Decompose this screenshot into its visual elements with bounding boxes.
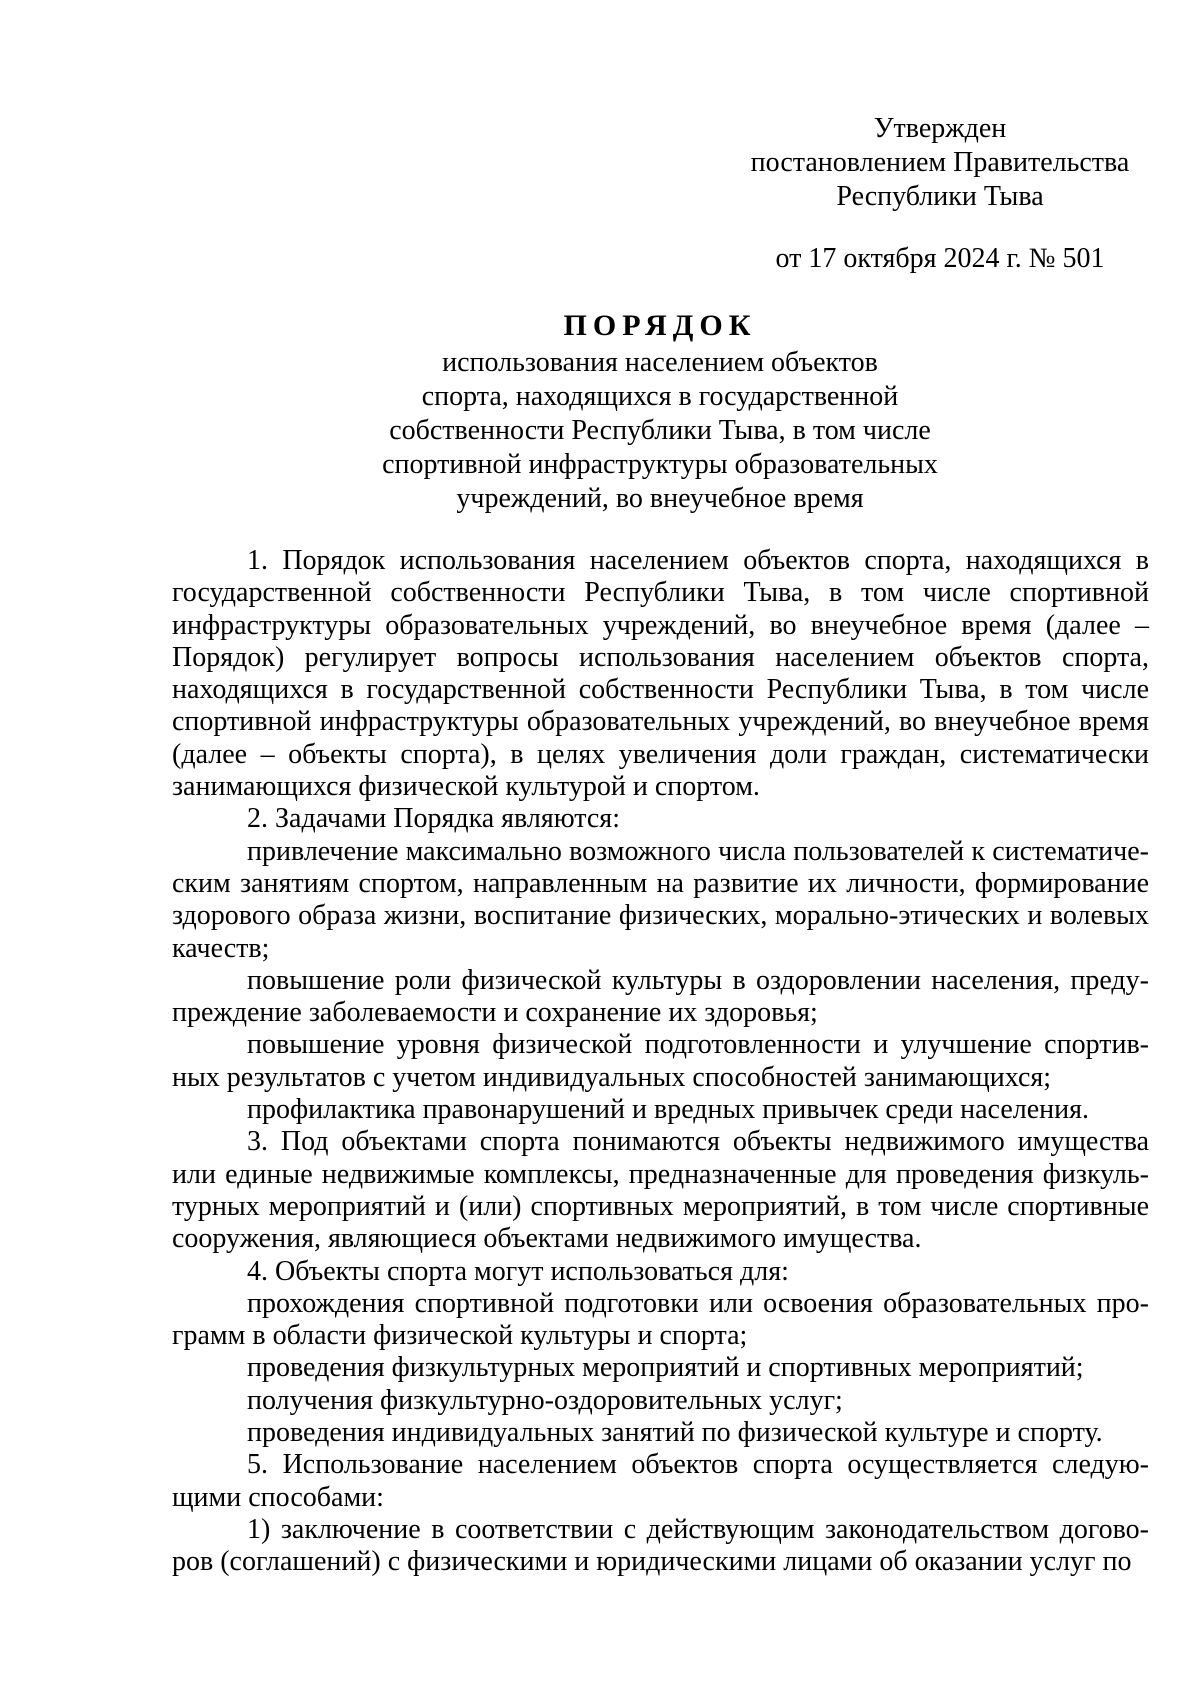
paragraph-3: 3. Под объектами спорта понимаются объекты недвижимого имущества или единые недвижимые комплексы, предназначенные для проведения физкультурных мероприятий и (или) спортивных мероприятий, в том числе спортивные сооружения, являющиеся объектами недвижимого имущества. <box>172 1126 1149 1255</box>
approval-line-approved: Утвержден <box>873 113 1007 144</box>
paragraph-1: 1. Порядок использования населением объектов спорта, находящихся в государственной собственности Республики Тыва, в том числе спортивной инфраструктуры образовательных учреждений, во внеучебное время (далее – Порядок) регулирует вопросы использования населением объектов спорта, находящихся в государственной собственности Республики Тыва, в том числе спортивной инфраструктуры образовательных учреждений, во внеучебное время (далее – объекты спорта), в целях увеличения доли граждан, систематически занимающихся физической культурой и спортом. <box>172 545 1149 803</box>
usage-item: прохождения спортивной подготовки или освоения образовательных программ в области физической культуры и спорта; <box>172 1287 1149 1352</box>
task-item: профилактика правонарушений и вредных привычек среди населения. <box>247 1094 1089 1126</box>
subtitle-line: собственности Республики Тыва, в том числе <box>389 415 931 446</box>
approval-stamp <box>740 112 1140 276</box>
usage-item: проведения физкультурных мероприятий и спортивных мероприятий; <box>247 1352 1084 1384</box>
document-body <box>172 545 1149 1579</box>
subtitle-line: спорта, находящихся в государственной <box>421 381 899 412</box>
subtitle-line: спортивной инфраструктуры образовательных <box>382 449 938 480</box>
subtitle-line: учреждений, во внеучебное время <box>456 483 864 514</box>
paragraph-2: 2. Задачами Порядка являются: <box>247 803 620 835</box>
paragraph-5: 5. Использование населением объектов спорта осуществляется следующими способами: <box>172 1449 1149 1513</box>
approval-date: от 17 октября 2024 г. № 501 <box>775 243 1105 274</box>
approval-line-resolution: постановлением Правительства <box>750 147 1130 178</box>
subtitle-line: использования населением объектов <box>442 347 878 378</box>
task-item: повышение уровня физической подготовленности и улучшение спортивных результатов с учетом индивидуальных способностей занимающихся; <box>172 1029 1149 1093</box>
document-title-block <box>170 306 1150 516</box>
paragraph-4: 4. Объекты спорта могут использоваться для: <box>247 1255 789 1287</box>
document-heading: ПОРЯДОК <box>563 309 757 342</box>
task-item: повышение роли физической культуры в оздоровлении населения, предупреждение заболеваемости и сохранение их здоровья; <box>172 964 1149 1029</box>
usage-item: получения физкультурно-оздоровительных услуг; <box>247 1384 843 1416</box>
usage-item: проведения индивидуальных занятий по физической культуре и спорту. <box>247 1417 1103 1449</box>
method-item: 1) заключение в соответствии с действующим законодательством договоров (соглашений) с физическими и юридическими лицами об оказании услуг по <box>172 1513 1149 1578</box>
task-item: привлечение максимально возможного числа пользователей к систематическим занятиям спортом, направленным на развитие их личности, формирование здорового образа жизни, воспитание физических, морально-этических и волевых качеств; <box>172 835 1149 964</box>
approval-line-republic: Республики Тыва <box>836 181 1044 212</box>
